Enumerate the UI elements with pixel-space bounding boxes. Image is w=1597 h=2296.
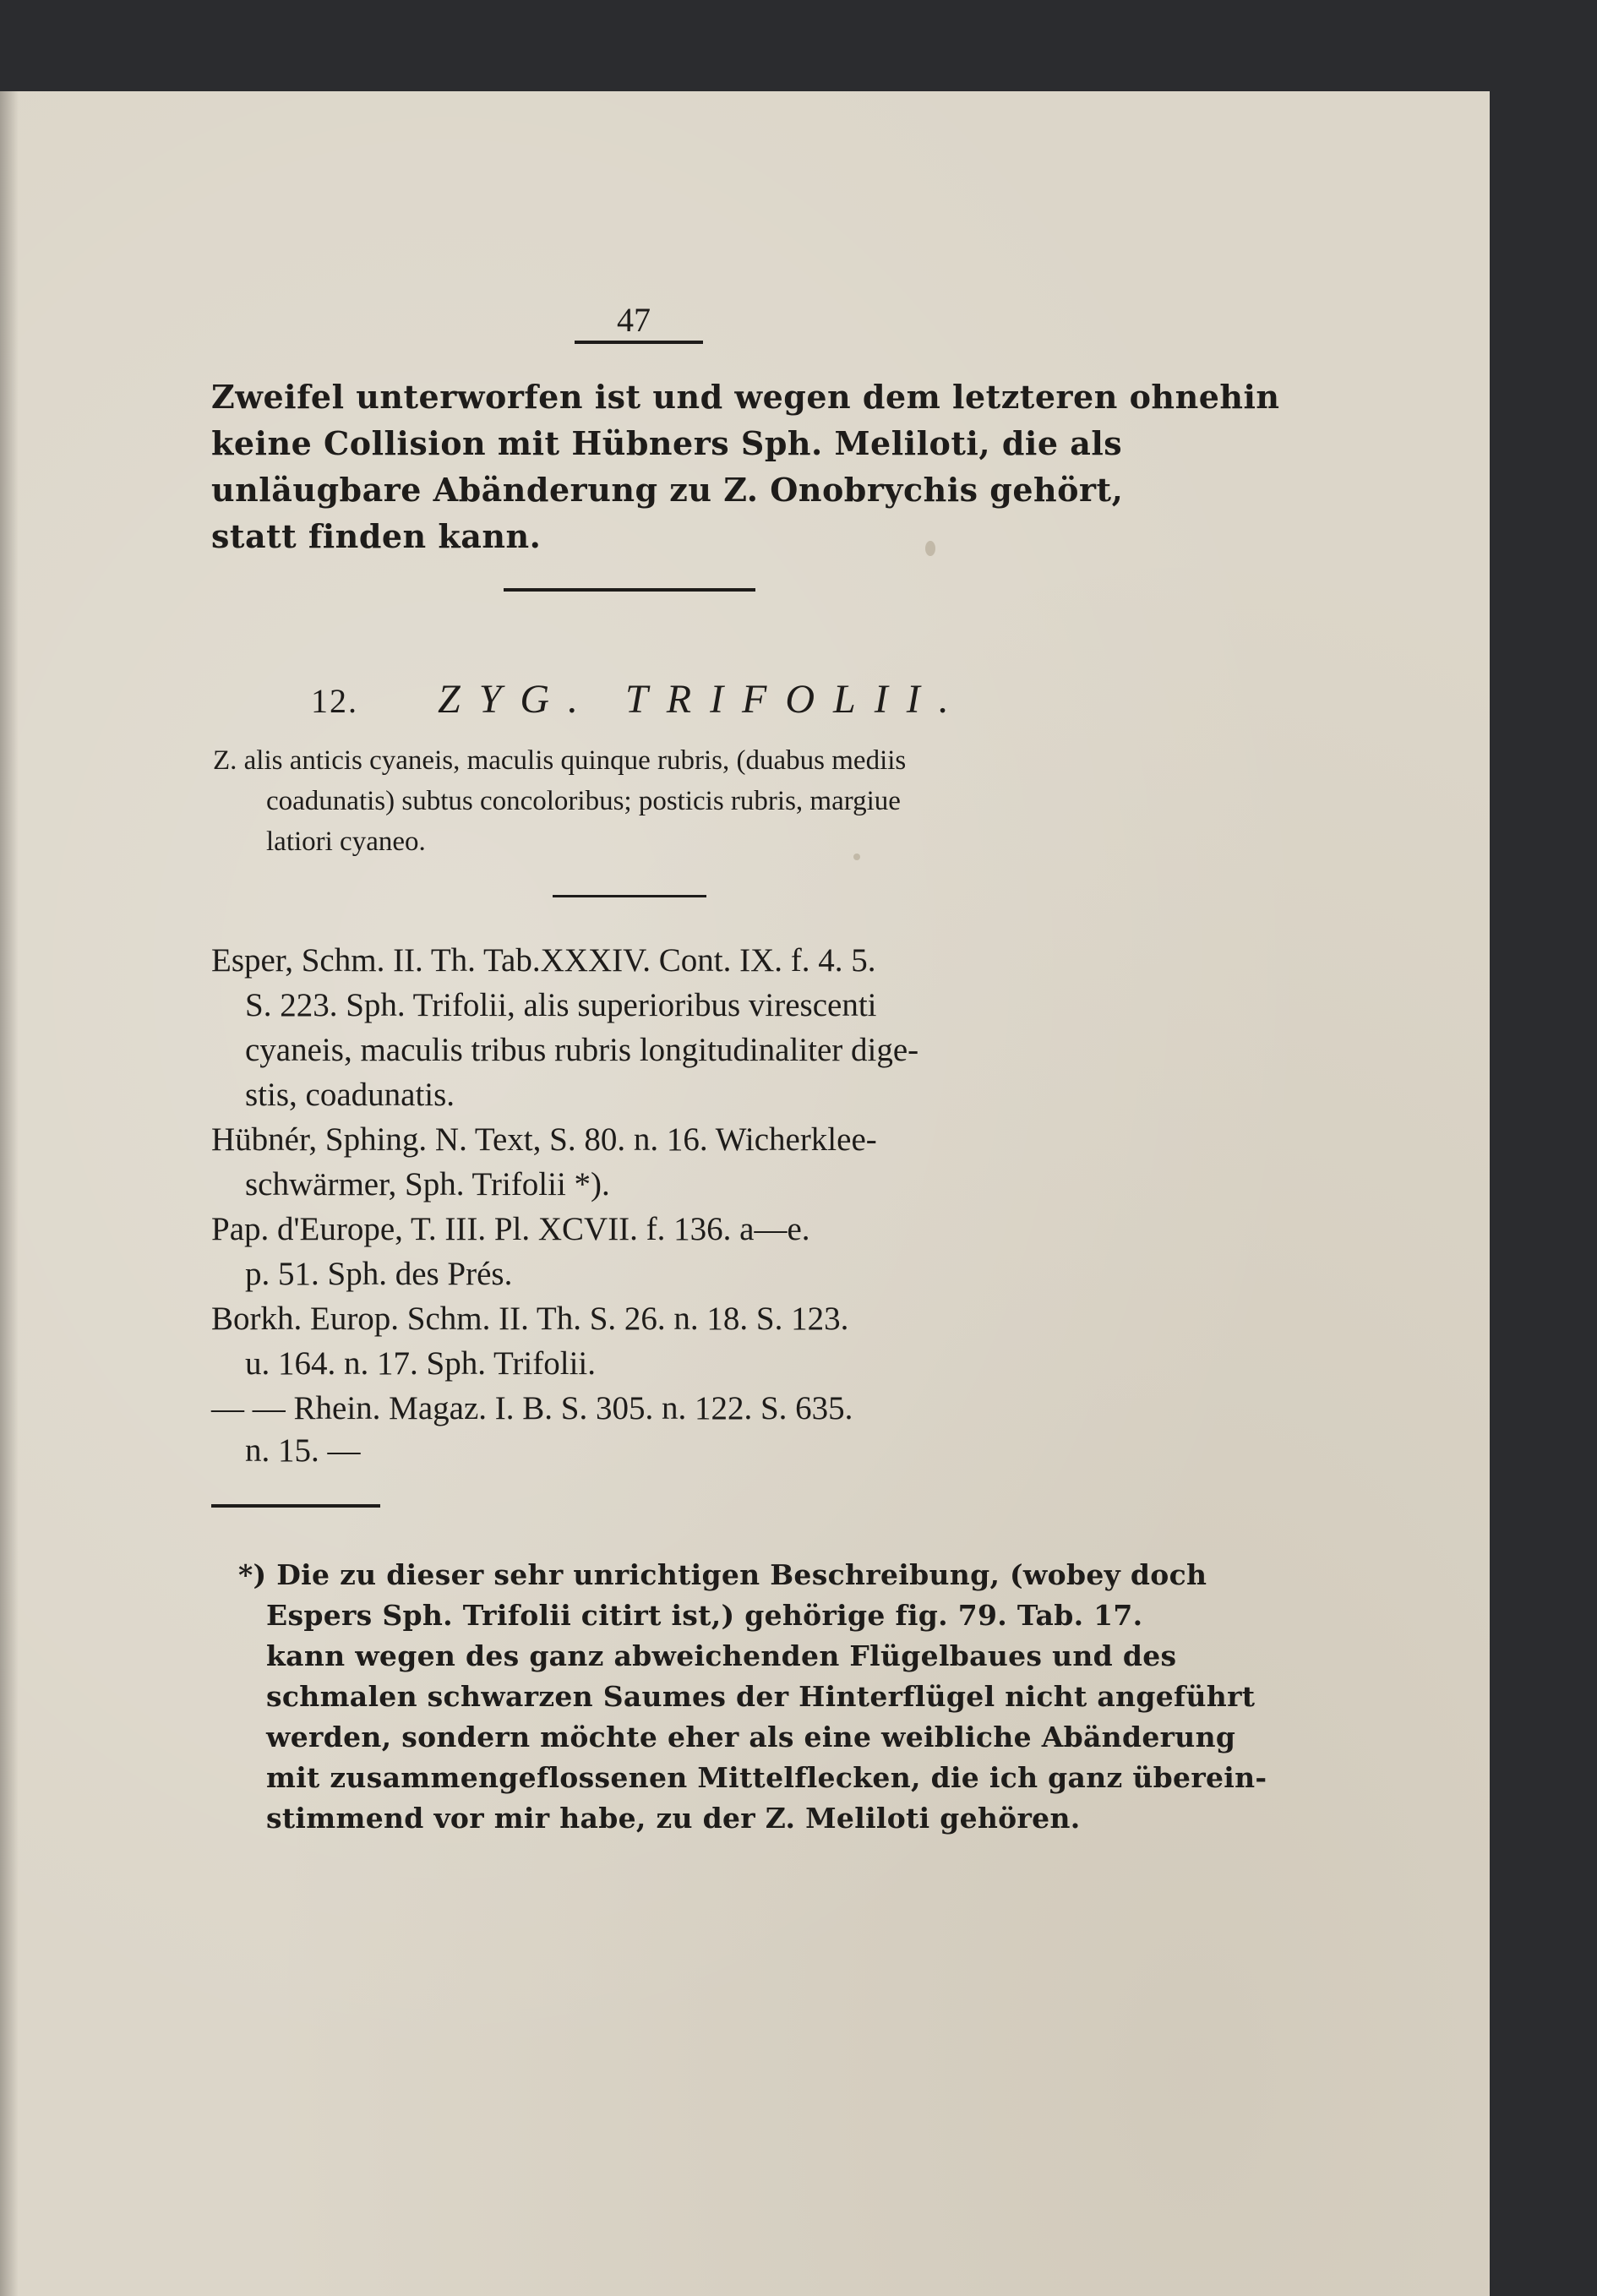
page-number-underline [575, 341, 703, 344]
intro-line: Zweifel unterworfen ist und wegen dem letzteren ohnehin [211, 378, 1280, 416]
species-heading [311, 676, 967, 723]
footnote-line: *) Die zu dieser sehr unrichtigen Beschreibung, (wobey doch [238, 1558, 1207, 1591]
reference-line: p. 51. Sph. des Prés. [245, 1256, 513, 1292]
reference-line: Esper, Schm. II. Th. Tab.XXXIV. Cont. IX. f. 4. 5. [211, 942, 876, 979]
footnote-line: stimmend vor mir habe, zu der Z. Meliloti gehören. [266, 1802, 1081, 1835]
footnote-divider [211, 1504, 380, 1508]
page-edge-shadow [0, 91, 19, 2296]
description-line: Z. alis anticis cyaneis, maculis quinque rubris, (duabus mediis [213, 745, 907, 776]
reference-line: u. 164. n. 17. Sph. Trifolii. [245, 1345, 597, 1382]
description-line: latiori cyaneo. [266, 826, 426, 857]
reference-line: stis, coadunatis. [245, 1077, 455, 1113]
reference-line: Hübnér, Sphing. N. Text, S. 80. n. 16. Wicherklee- [211, 1121, 877, 1158]
intro-line: unläugbare Abänderung zu Z. Onobrychis gehört, [211, 471, 1124, 509]
reference-line: Pap. d'Europe, T. III. Pl. XCVII. f. 136. a—e. [211, 1211, 810, 1247]
species-number: 12. [311, 682, 358, 720]
intro-line: keine Collision mit Hübners Sph. Meliloti, die als [211, 424, 1123, 462]
footnote-line: kann wegen des ganz abweichenden Flügelbaues und des [266, 1639, 1177, 1672]
species-title: ZYG. TRIFOLII. [438, 677, 967, 722]
reference-line: — — Rhein. Magaz. I. B. S. 305. n. 122. S. 635. [211, 1390, 853, 1426]
reference-line: cyaneis, maculis tribus rubris longitudinaliter dige- [245, 1032, 919, 1068]
reference-line: n. 15. — [245, 1432, 361, 1469]
stain [853, 854, 860, 860]
stain [925, 541, 935, 556]
footnote-line: Espers Sph. Trifolii citirt ist,) gehörige fig. 79. Tab. 17. [266, 1599, 1143, 1632]
footnote-line: mit zusammengeflossenen Mittelflecken, die ich ganz überein- [266, 1761, 1267, 1794]
footnote-line: werden, sondern möchte eher als eine weibliche Abänderung [266, 1721, 1236, 1753]
section-divider [504, 588, 755, 592]
reference-line: schwärmer, Sph. Trifolii *). [245, 1166, 610, 1203]
intro-line: statt finden kann. [211, 517, 542, 555]
section-divider [553, 895, 706, 897]
description-line: coadunatis) subtus concoloribus; posticis rubris, margiue [266, 786, 901, 816]
page-number: 47 [617, 301, 651, 339]
reference-line: Borkh. Europ. Schm. II. Th. S. 26. n. 18. S. 123. [211, 1301, 849, 1337]
footnote-line: schmalen schwarzen Saumes der Hinterflügel nicht angeführt [266, 1680, 1256, 1713]
reference-line: S. 223. Sph. Trifolii, alis superioribus virescenti [245, 987, 877, 1023]
